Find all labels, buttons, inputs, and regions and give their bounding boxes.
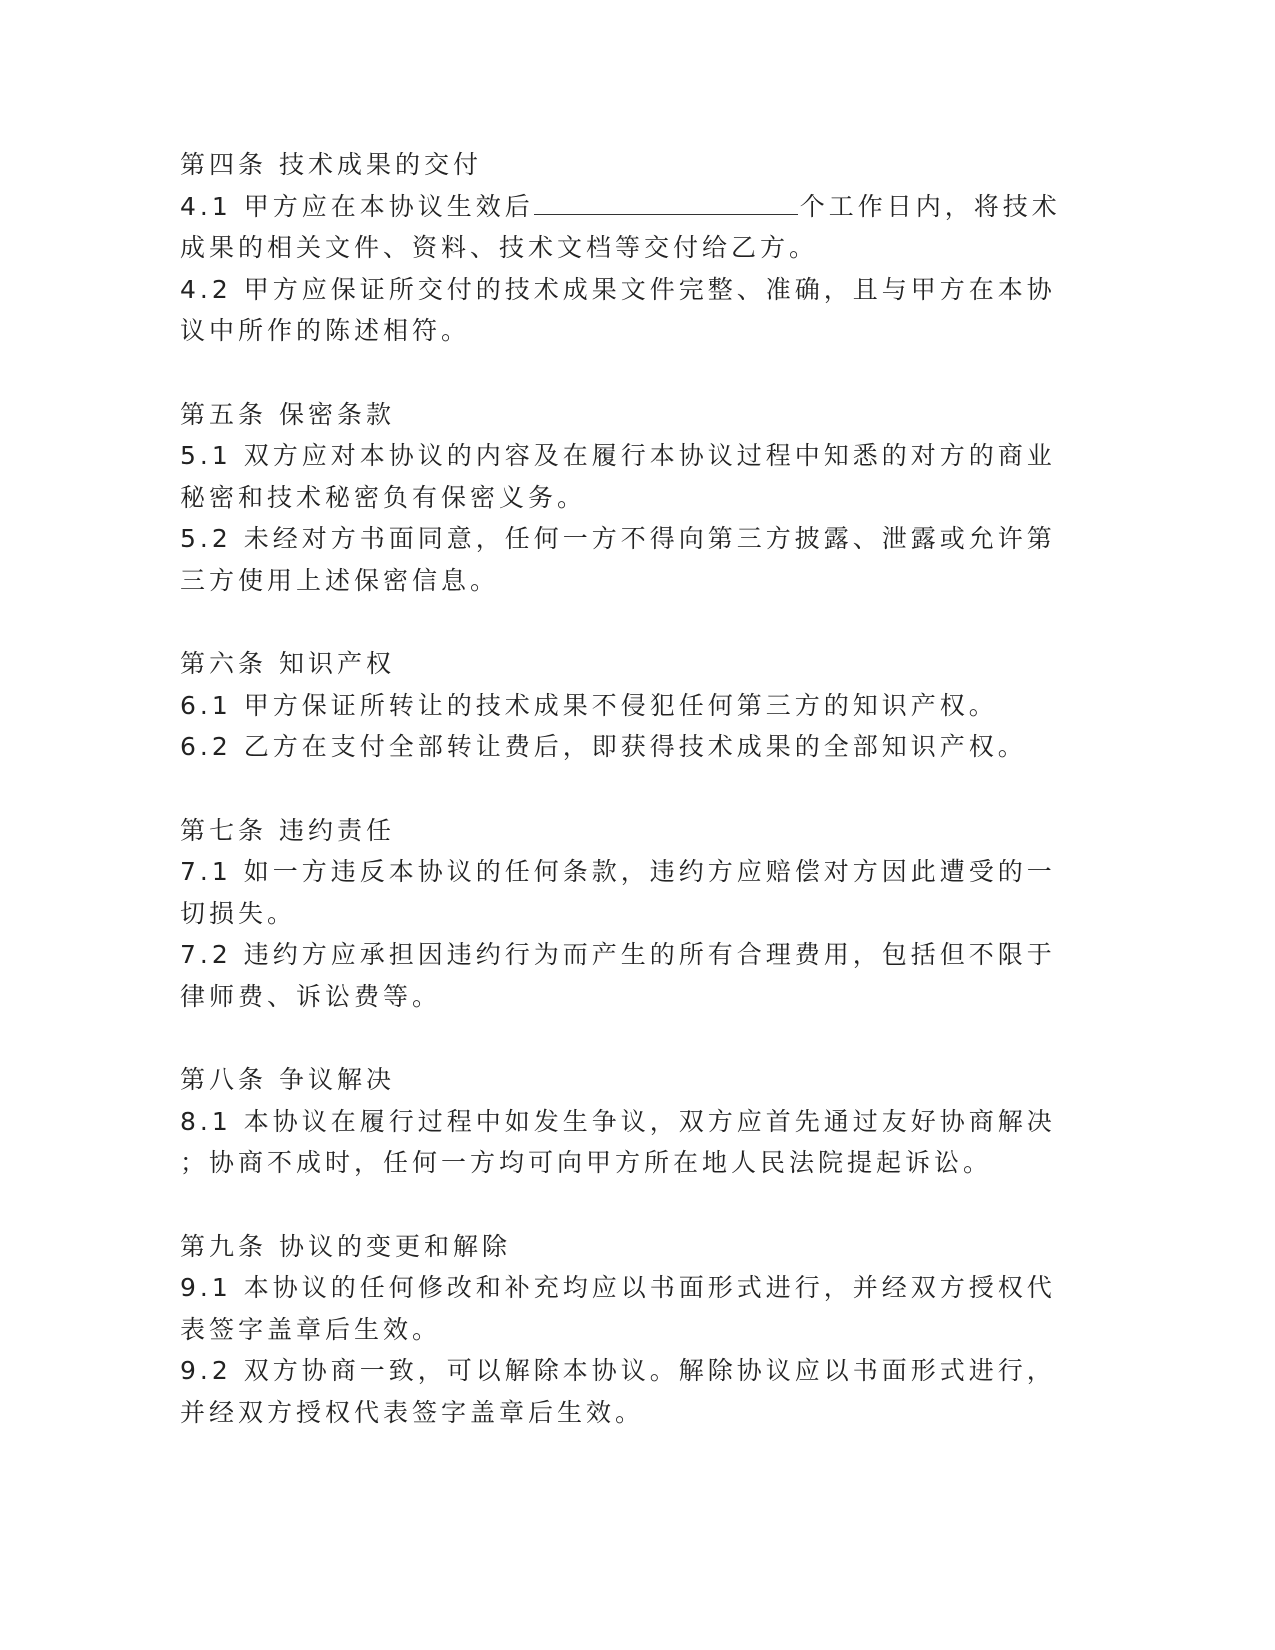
clause-line: 成果的相关文件、资料、技术文档等交付给乙方。 (180, 233, 819, 262)
clause-line: 表签字盖章后生效。 (180, 1314, 442, 1344)
clause-line: 5.2 未经对方书面同意，任何一方不得向第三方披露、泄露或允许第 (180, 524, 1056, 553)
section-title: 第七条 违约责任 (180, 815, 395, 845)
section-title: 第五条 保密条款 (180, 399, 395, 429)
clause-line: 6.1 甲方保证所转让的技术成果不侵犯任何第三方的知识产权。 (180, 690, 998, 720)
clause-line: 7.1 如一方违反本协议的任何条款，违约方应赔偿对方因此遭受的一 (180, 857, 1056, 886)
section-title: 第四条 技术成果的交付 (180, 150, 482, 179)
section-title: 第九条 协议的变更和解除 (180, 1231, 511, 1261)
clause-text: 个工作日内，将技术 (799, 191, 1061, 221)
clause-line: ；协商不成时，任何一方均可向甲方所在地人民法院提起诉讼。 (180, 1148, 993, 1177)
clause-line: 三方使用上述保密信息。 (180, 565, 500, 595)
clause-line: 议中所作的陈述相符。 (180, 316, 471, 345)
section-title: 第八条 争议解决 (180, 1065, 395, 1094)
clause-line: 并经双方授权代表签字盖章后生效。 (180, 1397, 645, 1427)
clause-line: 5.1 双方应对本协议的内容及在履行本协议过程中知悉的对方的商业 (180, 441, 1056, 470)
clause-line: 9.2 双方协商一致，可以解除本协议。解除协议应以书面形式进行， (180, 1356, 1056, 1385)
clause-line: 6.2 乙方在支付全部转让费后，即获得技术成果的全部知识产权。 (180, 732, 1027, 761)
section-article-7 (180, 810, 1056, 1018)
clause-text: 4.1 甲方应在本协议生效后 (180, 191, 534, 221)
clause-line: 切损失。 (180, 898, 297, 928)
clause-line: 7.2 违约方应承担因违约行为而产生的所有合理费用，包括但不限于 (180, 940, 1056, 969)
section-article-4 (180, 144, 1061, 352)
clause-4-1-line-1 (180, 186, 1061, 228)
section-title: 第六条 知识产权 (180, 649, 395, 678)
document-page (180, 144, 1061, 1475)
clause-line: 律师费、诉讼费等。 (180, 981, 442, 1011)
fill-in-blank-workdays[interactable] (534, 188, 798, 215)
section-article-8 (180, 1059, 1056, 1184)
clause-line: 8.1 本协议在履行过程中如发生争议，双方应首先通过友好协商解决 (180, 1106, 1056, 1136)
clause-line: 秘密和技术秘密负有保密义务。 (180, 482, 587, 512)
clause-line: 4.2 甲方应保证所交付的技术成果文件完整、准确，且与甲方在本协 (180, 274, 1056, 304)
section-article-6 (180, 643, 1040, 768)
clause-line: 9.1 本协议的任何修改和补充均应以书面形式进行，并经双方授权代 (180, 1273, 1056, 1302)
section-article-5 (180, 394, 1056, 602)
section-article-9 (180, 1226, 1056, 1434)
